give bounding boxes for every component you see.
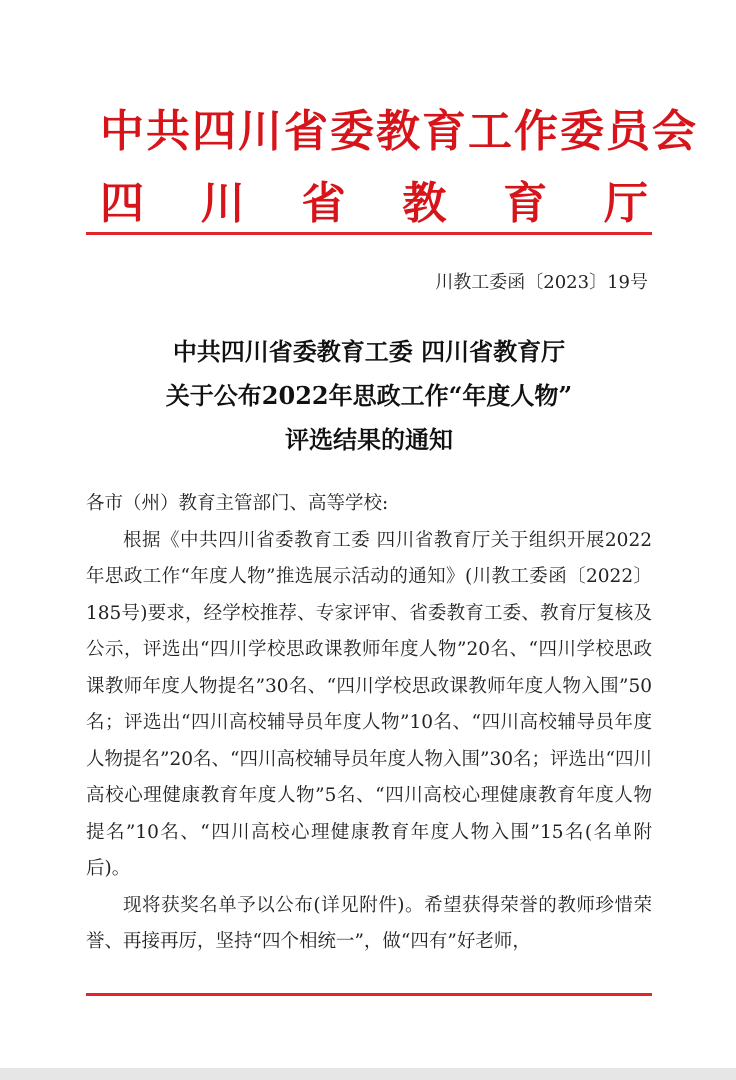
document-body — [86, 486, 652, 961]
issuer-name-education-department: 四 川 省 教 育 厅 — [100, 178, 648, 229]
body-paragraph-1: 根据《中共四川省委教育工委 四川省教育厅关于组织开展2022年思政工作“年度人物”推选展示活动的通知》(川教工委函〔2022〕185号)要求，经学校推荐、专家评审、省委教育工委、教育厅复核及公示，评选出“四川学校思政课教师年度人物”20名、“四川学校思政课教师年度人物提名”30名、“四川学校思政课教师年度人物入围”50名；评选出“四川高校辅导员年度人物”10名、“四川高校辅导员年度人物提名”20名、“四川高校辅导员年度人物入围”30名；评选出“四川高校心理健康教育年度人物”5名、“四川高校心理健康教育年度人物提名”10名、“四川高校心理健康教育年度人物入围”15名(名单附后)。 — [86, 529, 652, 879]
title-line-2: 关于公布2022年思政工作“年度人物” — [165, 381, 573, 410]
page-edge-shadow — [0, 1068, 736, 1080]
title-line-3: 评选结果的通知 — [285, 425, 453, 454]
footer-red-rule — [86, 993, 652, 996]
document-number: 川教工委函〔2023〕19号 — [435, 272, 648, 293]
document-title — [86, 330, 652, 462]
header-red-rule — [86, 232, 652, 235]
salutation: 各市（州）教育主管部门、高等学校: — [86, 493, 389, 514]
issuer-name-party-committee: 中共四川省委教育工作委员会 — [100, 106, 698, 157]
title-line-1: 中共四川省委教育工委 四川省教育厅 — [172, 337, 566, 366]
body-paragraph-2: 现将获奖名单予以公布(详见附件)。希望获得荣誉的教师珍惜荣誉、再接再厉，坚持“四个相统一”，做“四有”好老师， — [86, 894, 652, 952]
